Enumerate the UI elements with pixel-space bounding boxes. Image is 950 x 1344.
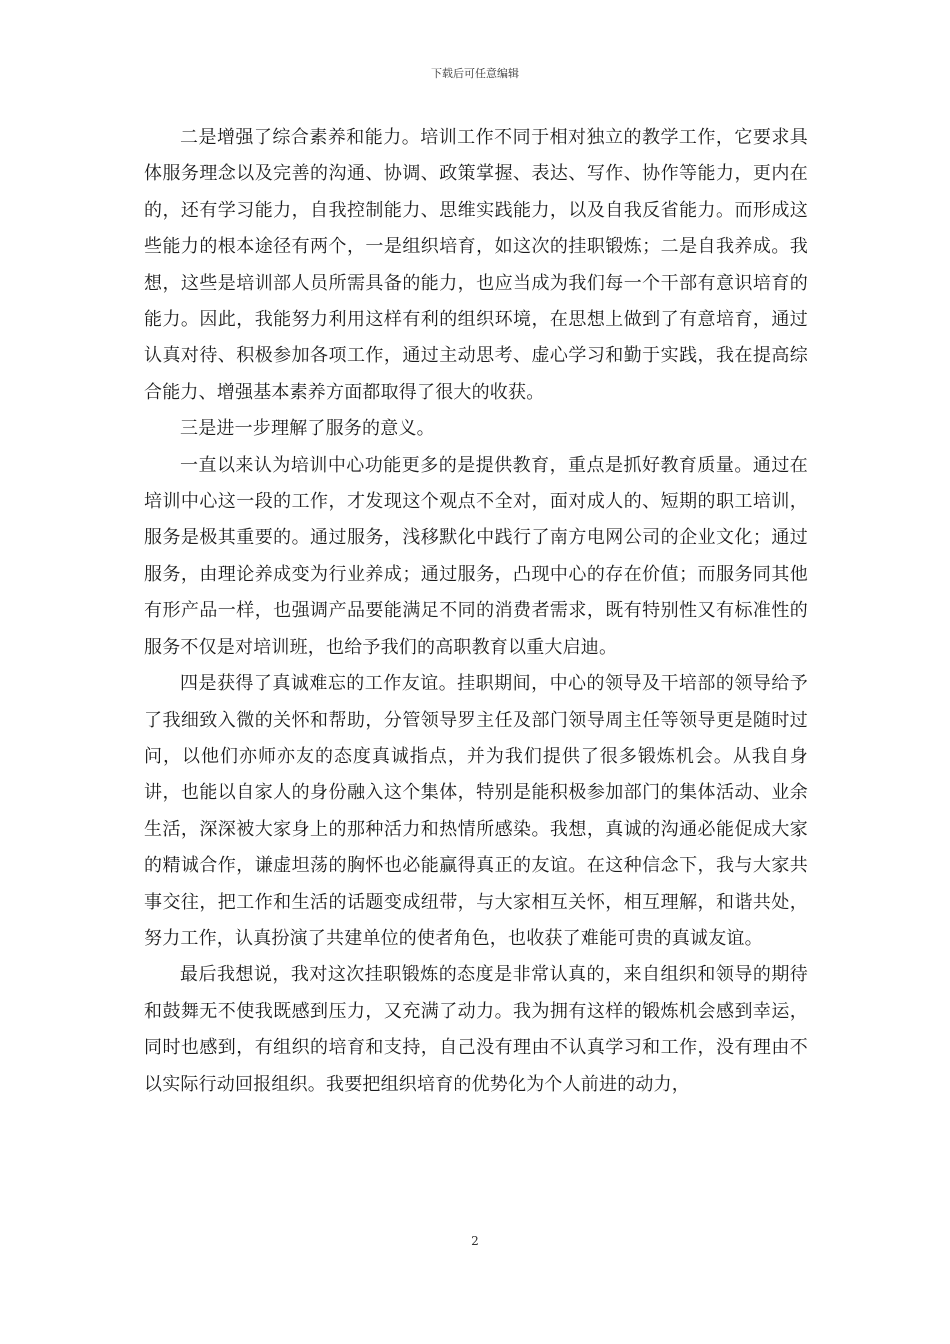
- paragraph-service-heading: 三是进一步理解了服务的意义。: [180, 418, 435, 440]
- paragraph-service: 一直以来认为培训中心功能更多的是提供教育，重点是抓好教育质量。通过在培训中心这一段的工作，才发现这个观点不全对，面对成人的、短期的职工培训，服务是极其重要的。通过服务，浅移默化中践行了南方电网公司的企业文化；通过服务，由理论养成变为行业养成；通过服务，凸现中心的存在价值；而服务同其他有形产品一样，也强调产品要能满足不同的消费者需求，既有特别性又有标准性的服务不仅是对培训班，也给予我们的高职教育以重大启迪。: [144, 454, 808, 658]
- paragraph-conclusion: 最后我想说，我对这次挂职锻炼的态度是非常认真的，来自组织和领导的期待和鼓舞无不使我既感到压力，又充满了动力。我为拥有这样的锻炼机会感到幸运，同时也感到，有组织的培育和支持，自己没有理由不认真学习和工作，没有理由不以实际行动回报组织。我要把组织培育的优势化为个人前进的动力，: [144, 964, 808, 1095]
- document-body: [144, 120, 808, 1103]
- page-number: 2: [471, 1234, 479, 1248]
- paragraph-ability: 二是增强了综合素养和能力。培训工作不同于相对独立的教学工作，它要求具体服务理念以及完善的沟通、协调、政策掌握、表达、写作、协作等能力，更内在的，还有学习能力，自我控制能力、思维实践能力，以及自我反省能力。而形成这些能力的根本途径有两个，一是组织培育，如这次的挂职锻炼；二是自我养成。我想，这些是培训部人员所需具备的能力，也应当成为我们每一个干部有意识培育的能力。因此，我能努力利用这样有利的组织环境，在思想上做到了有意培育，通过认真对待、积极参加各项工作，通过主动思考、虚心学习和勤于实践，我在提高综合能力、增强基本素养方面都取得了很大的收获。: [144, 127, 808, 403]
- paragraph-friendship: 四是获得了真诚难忘的工作友谊。挂职期间，中心的领导及干培部的领导给予了我细致入微的关怀和帮助，分管领导罗主任及部门领导周主任等领导更是随时过问，以他们亦师亦友的态度真诚指点，并为我们提供了很多锻炼机会。从我自身讲，也能以自家人的身份融入这个集体，特别是能积极参加部门的集体活动、业余生活，深深被大家身上的那种活力和热情所感染。我想，真诚的沟通必能促成大家的精诚合作，谦虚坦荡的胸怀也必能赢得真正的友谊。在这种信念下，我与大家共事交往，把工作和生活的话题变成纽带，与大家相互关怀，相互理解，和谐共处，努力工作，认真扮演了共建单位的使者角色，也收获了难能可贵的真诚友谊。: [144, 673, 808, 949]
- page-header: 下载后可任意编辑: [431, 67, 519, 80]
